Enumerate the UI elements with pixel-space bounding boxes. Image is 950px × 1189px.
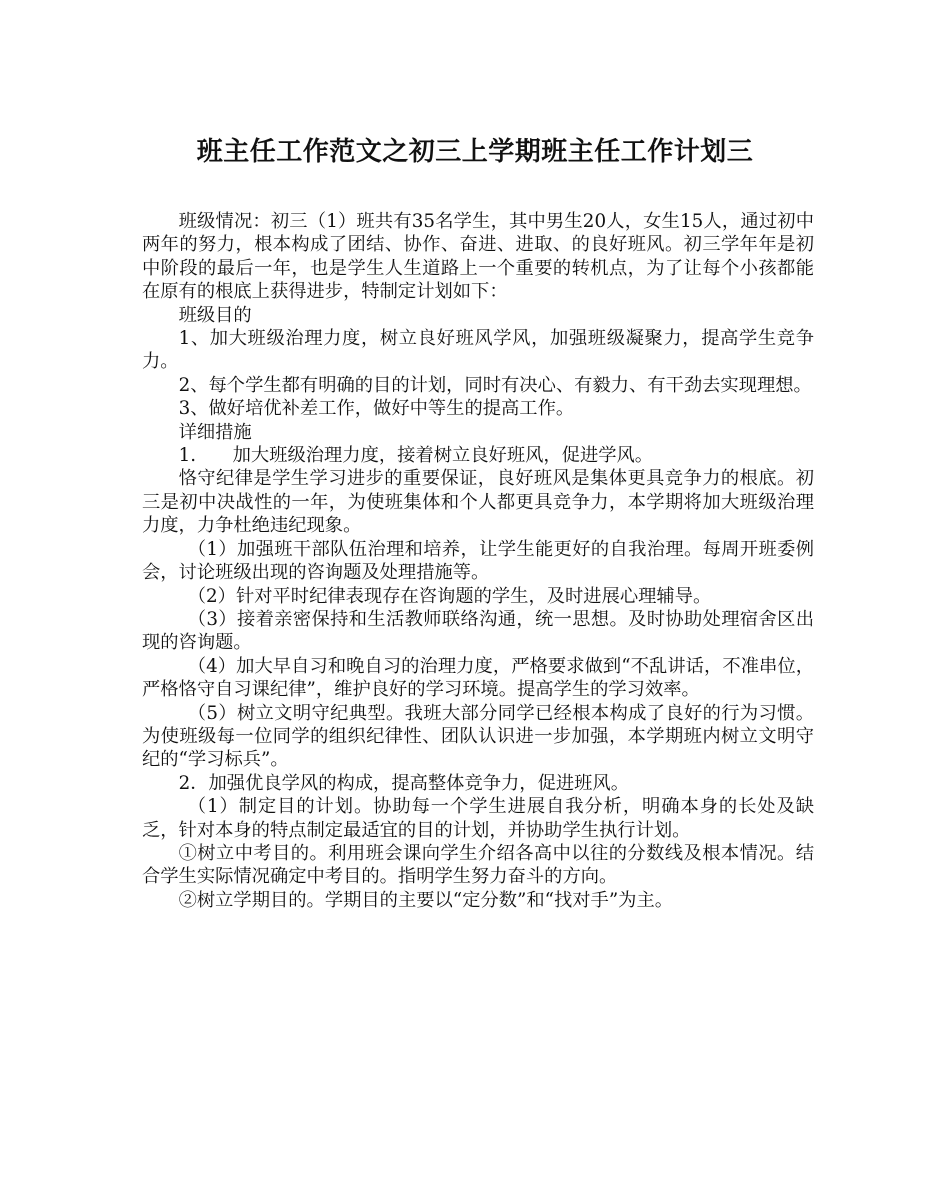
paragraph-goal-1: 1、加大班级治理力度，树立良好班风学风，加强班级凝聚力，提高学生竞争力。 xyxy=(142,328,814,373)
paragraph-item-4: （4）加大早自习和晚自习的治理力度，严格要求做到“不乱讲话，不准串位，严格恪守自习课纪律”，维护良好的学习环境。提高学生的学习效率。 xyxy=(142,655,814,701)
paragraph-measure-2: 2．加强优良学风的构成，提高整体竞争力，促进班风。 xyxy=(178,772,629,794)
paragraph-exam-goal: ①树立中考目的。利用班会课向学生介绍各高中以往的分数线及根本情况。结合学生实际情况确定中考目的。指明学生努力奋斗的方向。 xyxy=(142,842,814,888)
paragraph-goal-2: 2、每个学生都有明确的目的计划，同时有决心、有毅力、有干劲去实现理想。 xyxy=(178,374,812,396)
paragraph-plan-1: （1）制定目的计划。协助每一个学生进展自我分析，明确本身的长处及缺乏，针对本身的特点制定最适宜的目的计划，并协助学生执行计划。 xyxy=(142,796,814,841)
paragraph-item-2: （2）针对平时纪律表现存在咨询题的学生，及时进展心理辅导。 xyxy=(187,585,712,607)
paragraph-class-situation: 班级情况：初三（1）班共有35名学生，其中男生20人，女生15人，通过初中两年的努力，根本构成了团结、协作、奋进、进取、的良好班风。初三学年年是初中阶段的最后一年，也是学生人生道路上一个重要的转机点，为了让每个小孩都能在原有的根底上获得进步，特制定计划如下： xyxy=(142,211,814,303)
paragraph-measure-1: 1. 加大班级治理力度，接着树立良好班风，促进学风。 xyxy=(178,445,654,467)
paragraph-item-5: （5）树立文明守纪典型。我班大部分同学已经根本构成了良好的行为习惯。为使班级每一位同学的组织纪律性、团队认识进一步加强，本学期班内树立文明守纪的“学习标兵”。 xyxy=(142,702,814,771)
document-title: 班主任工作范文之初三上学期班主任工作计划三 xyxy=(196,137,754,167)
paragraph-goal-3: 3、做好培优补差工作，做好中等生的提高工作。 xyxy=(178,398,575,420)
paragraph-term-goal: ②树立学期目的。学期目的主要以“定分数”和“找对手”为主。 xyxy=(178,889,674,911)
heading-class-goals: 班级目的 xyxy=(178,304,252,326)
paragraph-item-1: （1）加强班干部队伍治理和培养，让学生能更好的自我治理。每周开班委例会，讨论班级出现的咨询题及处理措施等。 xyxy=(142,538,814,584)
paragraph-item-3: （3）接着亲密保持和生活教师联络沟通，统一思想。及时协助处理宿舍区出现的咨询题。 xyxy=(142,608,814,654)
heading-detailed-measures: 详细措施 xyxy=(178,421,252,443)
paragraph-discipline: 恪守纪律是学生学习进步的重要保证，良好班风是集体更具竞争力的根底。初三是初中决战性的一年，为使班集体和个人都更具竞争力，本学期将加大班级治理力度，力争杜绝违纪现象。 xyxy=(142,468,814,537)
document-body xyxy=(142,210,814,912)
